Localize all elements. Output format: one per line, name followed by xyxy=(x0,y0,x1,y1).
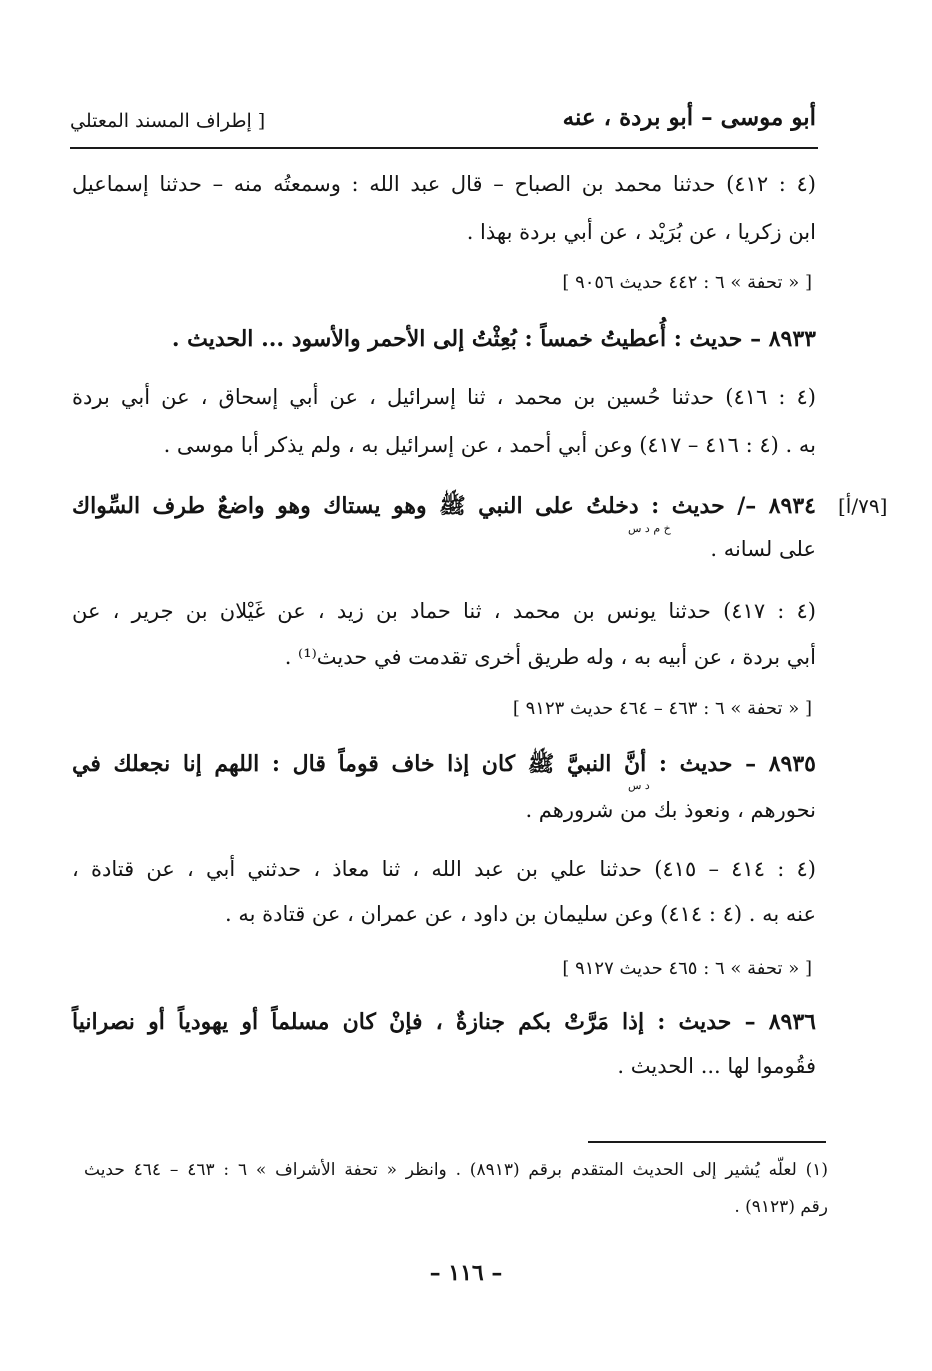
isnad-416-line-1: (٤ : ٤١٦) حدثنا حُسين بن محمد ، ثنا إسرائيل ، عن أبي إسحاق ، عن أبي بردة xyxy=(72,385,816,409)
isnad-417-line-1: (٤ : ٤١٧) حدثنا يونس بن محمد ، ثنا حماد بن زيد ، عن غَيْلان بن جرير ، عن xyxy=(72,599,816,623)
footnote-1-line-2: رقم (٩١٢٣) . xyxy=(734,1197,828,1217)
isnad-412-line-1: (٤ : ٤١٢) حدثنا محمد بن الصباح – قال عبد الله : وسمعتُه منه – حدثنا إسماعيل xyxy=(72,172,816,196)
manuscript-folio-marker: [٧٩/أ] xyxy=(838,494,888,518)
footnote-1-line-1: (١) لعلّه يُشير إلى الحديث المتقدم برقم (٨٩١٣) . وانظر « تحفة الأشراف » ٦ : ٤٦٣ – ٤٦٤ حديث xyxy=(84,1160,828,1180)
tuhfa-reference-9123: [ « تحفة » ٦ : ٤٦٣ – ٤٦٤ حديث ٩١٢٣ ] xyxy=(512,698,812,719)
hadith-8934-line-1: ٨٩٣٤ –/ حديث : دخلتُ على النبي ﷺ وهو يستاك وهو واضعٌ طرف السِّواك xyxy=(72,493,816,519)
running-header-book: [ إطراف المسند المعتلي xyxy=(70,110,266,132)
running-header-title: أبو موسى – أبو بردة ، عنه xyxy=(562,104,816,131)
hadith-8935-line-2: نحورهم ، ونعوذ بك من شرورهم . xyxy=(525,798,816,822)
hadith-8936-line-1: ٨٩٣٦ – حديث : إذا مَرَّتْ بكم جنازةٌ ، فإنْ كان مسلماً أو يهودياً أو نصرانياً xyxy=(72,1009,816,1035)
tuhfa-reference-9127: [ « تحفة » ٦ : ٤٦٥ حديث ٩١٢٧ ] xyxy=(562,958,812,979)
hadith-8935-sigla: د س xyxy=(628,779,650,792)
hadith-8935-line-1: ٨٩٣٥ – حديث : أنَّ النبيَّ ﷺ كان إذا خاف قوماً قال : اللهم إنا نجعلك في xyxy=(72,751,816,777)
hadith-8934-line-2: على لسانه . xyxy=(710,537,816,561)
isnad-414-line-1: (٤ : ٤١٤ – ٤١٥) حدثنا علي بن عبد الله ، ثنا معاذ ، حدثني أبي ، عن قتادة ، xyxy=(72,857,816,881)
footnote-rule xyxy=(588,1141,826,1143)
hadith-8933: ٨٩٣٣ – حديث : أُعطيتُ خمساً : بُعِثْتُ إلى الأحمر والأسود ... الحديث . xyxy=(171,326,816,352)
page-number: – ١١٦ – xyxy=(429,1260,503,1286)
isnad-412-line-2: ابن زكريا ، عن بُرَيْد ، عن أبي بردة بهذا . xyxy=(466,220,816,244)
isnad-414-line-2: عنه به . (٤ : ٤١٤) وعن سليمان بن داود ، عن عمران ، عن قتادة به . xyxy=(224,902,816,926)
isnad-417-line-2: أبي بردة ، عن أبيه به ، وله طريق أخرى تقدمت في حديث⁽¹⁾ . xyxy=(284,645,816,669)
header-rule xyxy=(70,147,818,149)
hadith-8936-line-2: فقُوموا لها ... الحديث . xyxy=(617,1054,816,1078)
tuhfa-reference-9056: [ « تحفة » ٦ : ٤٤٢ حديث ٩٠٥٦ ] xyxy=(562,272,812,293)
hadith-8934-sigla: خ م د س xyxy=(628,522,671,535)
isnad-416-line-2: به . (٤ : ٤١٦ – ٤١٧) وعن أبي أحمد ، عن إسرائيل به ، ولم يذكر أبا موسى . xyxy=(163,433,816,457)
